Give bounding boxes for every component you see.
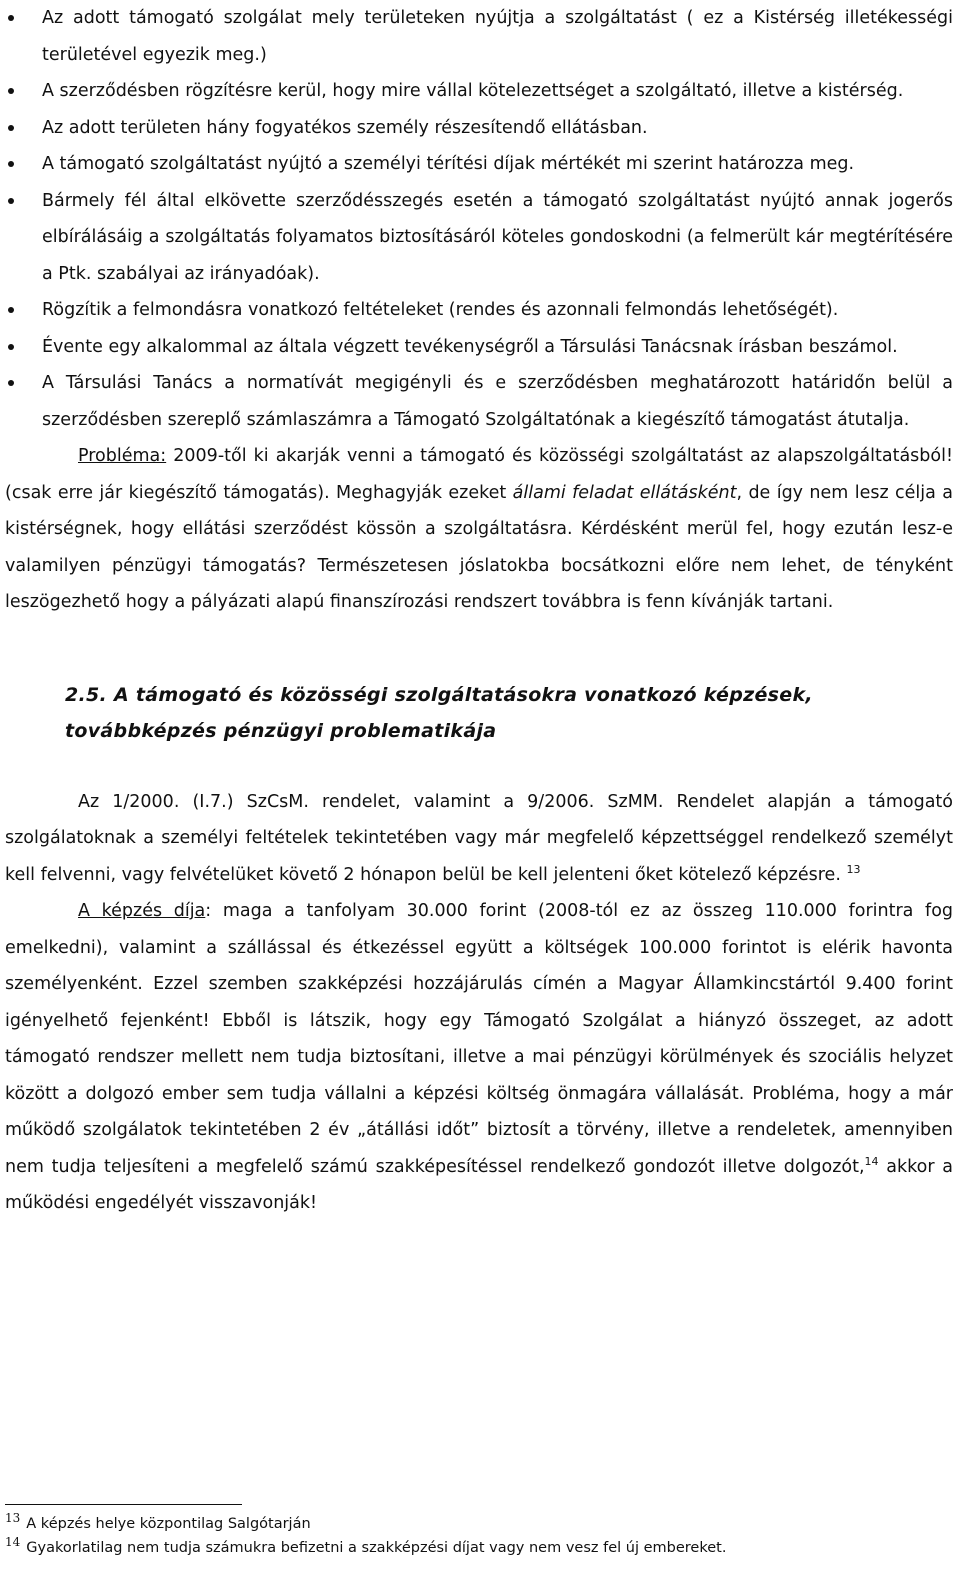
bullet-icon [8,125,14,131]
section-heading: 2.5. A támogató és közösségi szolgáltatásokra vonatkozó képzések, továbbképzés pénzügyi problematikája [65,683,813,742]
bullet-icon [8,344,14,350]
document-page [5,0,953,1222]
training-fee-paragraph: A képzés díja: maga a tanfolyam 30.000 forint (2008-tól ez az összeg 110.000 forintra fog emelkedni), valamint a szállással és étkezéssel együtt a költségek 100.000 forintot is elérik havonta személyenként. Ezzel szemben szakképzési hozzájárulás címén a Magyar Államkincstártól 9.400 forint igényelhető fejenként! Ebből is látszik, hogy egy Támogató Szolgálat a hiányzó összeget, az adott támogató rendszer mellett nem tudja biztosítani, illetve a mai pénzügyi körülmények és szociális helyzet között a dolgozó ember sem tudja vállalni a képzési költség önmagára vállalását. Probléma, hogy a már működő szolgálatok tekintetében 2 év „átállási időt” biztosít a törvény, illetve a rendeletek, amennyiben nem tudja teljesíteni a megfelelő számú szakképesítéssel rendelkező gondozót illetve dolgozót,$^{14}$ akkor a működési engedélyét visszavonják! [5,901,954,1213]
list-item: A támogató szolgáltatást nyújtó a személyi térítési díjak mértékét mi szerint határozza meg. [5,146,953,183]
footnote: $^{14}$ Gyakorlatilag nem tudja számukra befizetni a szakképzési díjat vagy nem vesz fel új embereket. [5,1535,727,1556]
problem-paragraph: Probléma: 2009-től ki akarják venni a támogató és közösségi szolgáltatást az alapszolgáltatásból!(csak erre jár kiegészítő támogatás). Meghagyják ezeket állami feladat ellátásként, de így nem lesz célja a kistérségnek, hogy ellátási szerződést kössön a szolgáltatásra. Kérdésként merül fel, hogy ezután lesz-e valamilyen pénzügyi támogatás? Természetesen jóslatokba bocsátkozni előre nem lehet, de tényként leszögezhető hogy a pályázati alapú finanszírozási rendszert továbbra is fenn kívánják tartani. [5,446,953,612]
training-fee-label: A képzés díja [78,901,206,921]
list-item: Az adott területen hány fogyatékos személy részesítendő ellátásban. [5,110,953,147]
list-item: Az adott támogató szolgálat mely területeken nyújtja a szolgáltatást ( ez a Kistérség illetékességi területével egyezik meg.) [5,0,953,73]
footnote-ref-14[interactable]: 14 [864,1154,879,1168]
list-item: Bármely fél által elkövette szerződésszegés esetén a támogató szolgáltatást nyújtó annak jogerős elbírálásáig a szolgáltatás folyamatos biztosításáról köteles gondoskodni (a felmerült kár megtérítésére a Ptk. szabályai az irányadóak). [5,183,953,293]
regulation-paragraph: Az 1/2000. (I.7.) SzCsM. rendelet, valamint a 9/2006. SzMM. Rendelet alapján a támogató szolgálatoknak a személyi feltételek tekintetében vagy már megfelelő képzettséggel rendelkező személyt kell felvenni, vagy felvételüket követő 2 hónapon belül be kell jelenteni őket kötelező képzésre. $^{13}$ [5,791,953,885]
footnote-divider [5,1504,242,1505]
bullet-icon [8,88,14,94]
list-item: A Társulási Tanács a normatívát megigényli és e szerződésben meghatározott határidőn belül a szerződésben szereplő számlaszámra a Támogató Szolgáltatónak a kiegészítő támogatást átutalja. [5,365,953,438]
requirements-list [5,0,953,438]
list-item: Évente egy alkalommal az általa végzett tevékenységről a Társulási Tanácsnak írásban beszámol. [5,329,953,366]
footnotes [5,1504,953,1560]
footnote: $^{13}$ A képzés helye központilag Salgótarján [5,1511,311,1532]
emphasis-text: állami feladat ellátásként [512,482,737,503]
bullet-icon [8,15,14,21]
footnote-ref-13[interactable]: 13 [846,862,861,876]
problem-label: Probléma: [78,446,167,466]
list-item: Rögzítik a felmondásra vonatkozó feltételeket (rendes és azonnali felmondás lehetőségét). [5,292,953,329]
bullet-icon [8,307,14,313]
bullet-icon [8,198,14,204]
bullet-icon [8,380,14,386]
list-item: A szerződésben rögzítésre kerül, hogy mire vállal kötelezettséget a szolgáltató, illetve a kistérség. [5,73,953,110]
bullet-icon [8,161,14,167]
